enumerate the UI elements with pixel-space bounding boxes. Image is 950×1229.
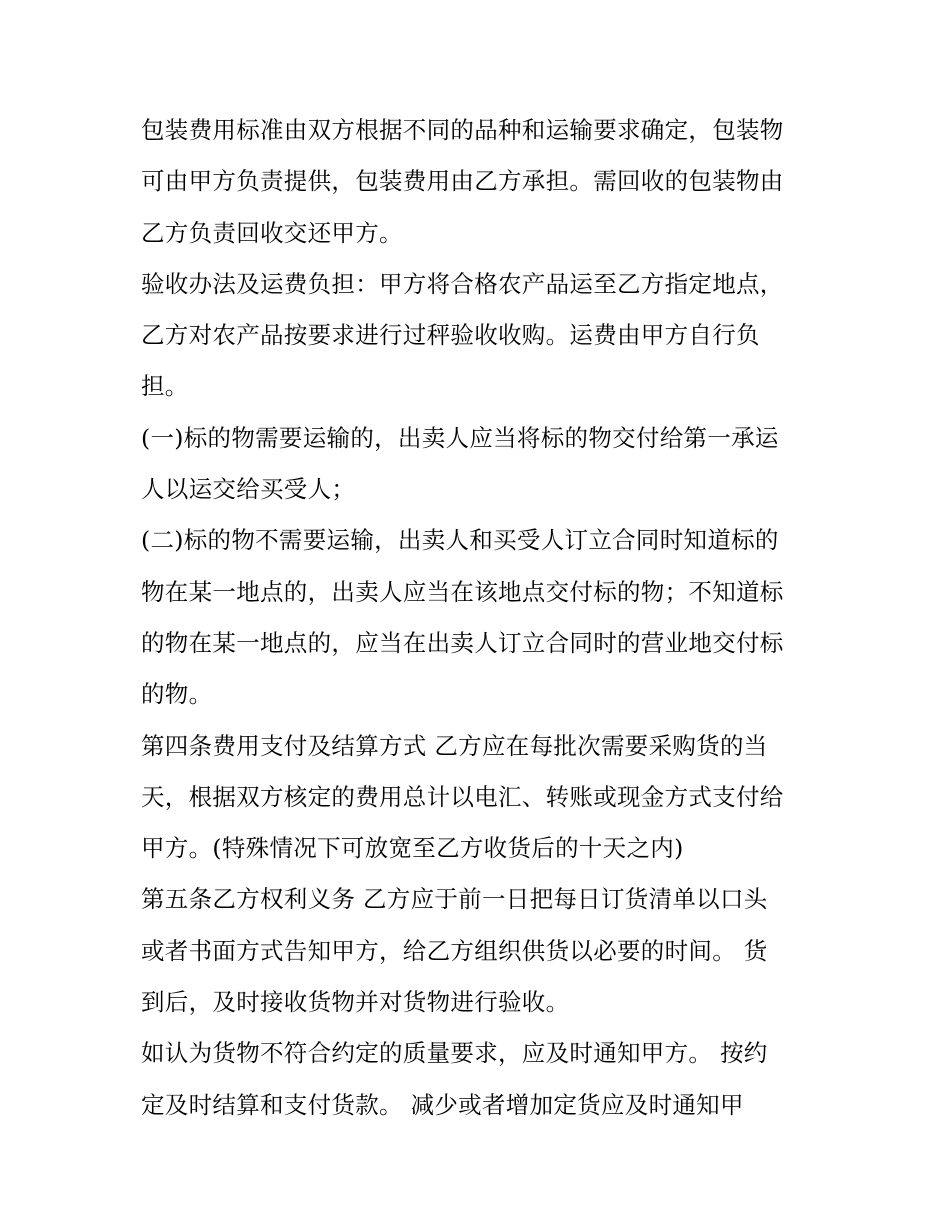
document-body (141, 105, 821, 1131)
text-line: 第五条乙方权利义务 乙方应于前一日把每日订货清单以口头 (141, 885, 768, 914)
paragraph-item-one (141, 413, 821, 516)
text-line: 乙方负责回收交还甲方。 (141, 218, 403, 247)
paragraph-acceptance (141, 259, 821, 413)
text-line: 到后，及时接收货物并对货物进行验收。 (141, 988, 570, 1017)
text-line: (二)标的物不需要运输，出卖人和买受人订立合同时知道标的 (141, 526, 779, 555)
text-line: 包装费用标准由双方根据不同的品种和运输要求确定，包装物 (141, 116, 784, 144)
paragraph-item-two (141, 515, 821, 720)
text-line: (一)标的物需要运输的，出卖人应当将标的物交付给第一承运 (141, 423, 779, 452)
paragraph-article-five (141, 874, 821, 1028)
text-line: 验收办法及运费负担：甲方将合格农产品运至乙方指定地点， (141, 269, 784, 298)
text-line: 可由甲方负责提供，包装费用由乙方承担。需回收的包装物由 (141, 167, 784, 196)
paragraph-packaging (141, 105, 821, 259)
text-line: 定及时结算和支付货款。 减少或者增加定货应及时通知甲 (141, 1090, 744, 1119)
paragraph-quality-notice (141, 1028, 821, 1131)
text-line: 第四条费用支付及结算方式 乙方应在每批次需要采购货的当 (141, 731, 768, 760)
text-line: 物在某一地点的，出卖人应当在该地点交付标的物；不知道标 (141, 577, 784, 606)
text-line: 的物。 (141, 680, 213, 709)
text-line: 的物在某一地点的，应当在出卖人订立合同时的营业地交付标 (141, 628, 784, 657)
text-line: 如认为货物不符合约定的质量要求，应及时通知甲方。 按约 (141, 1039, 768, 1068)
text-line: 乙方对农产品按要求进行过秤验收收购。运费由甲方自行负 (141, 321, 760, 350)
text-line: 甲方。(特殊情况下可放宽至乙方收货后的十天之内) (141, 834, 684, 863)
text-line: 或者书面方式告知甲方，给乙方组织供货以必要的时间。 货 (141, 936, 768, 965)
text-line: 天，根据双方核定的费用总计以电汇、转账或现金方式支付给 (141, 782, 784, 811)
text-line: 担。 (141, 372, 189, 401)
text-line: 人以运交给买受人； (141, 475, 356, 504)
paragraph-article-four (141, 721, 821, 875)
